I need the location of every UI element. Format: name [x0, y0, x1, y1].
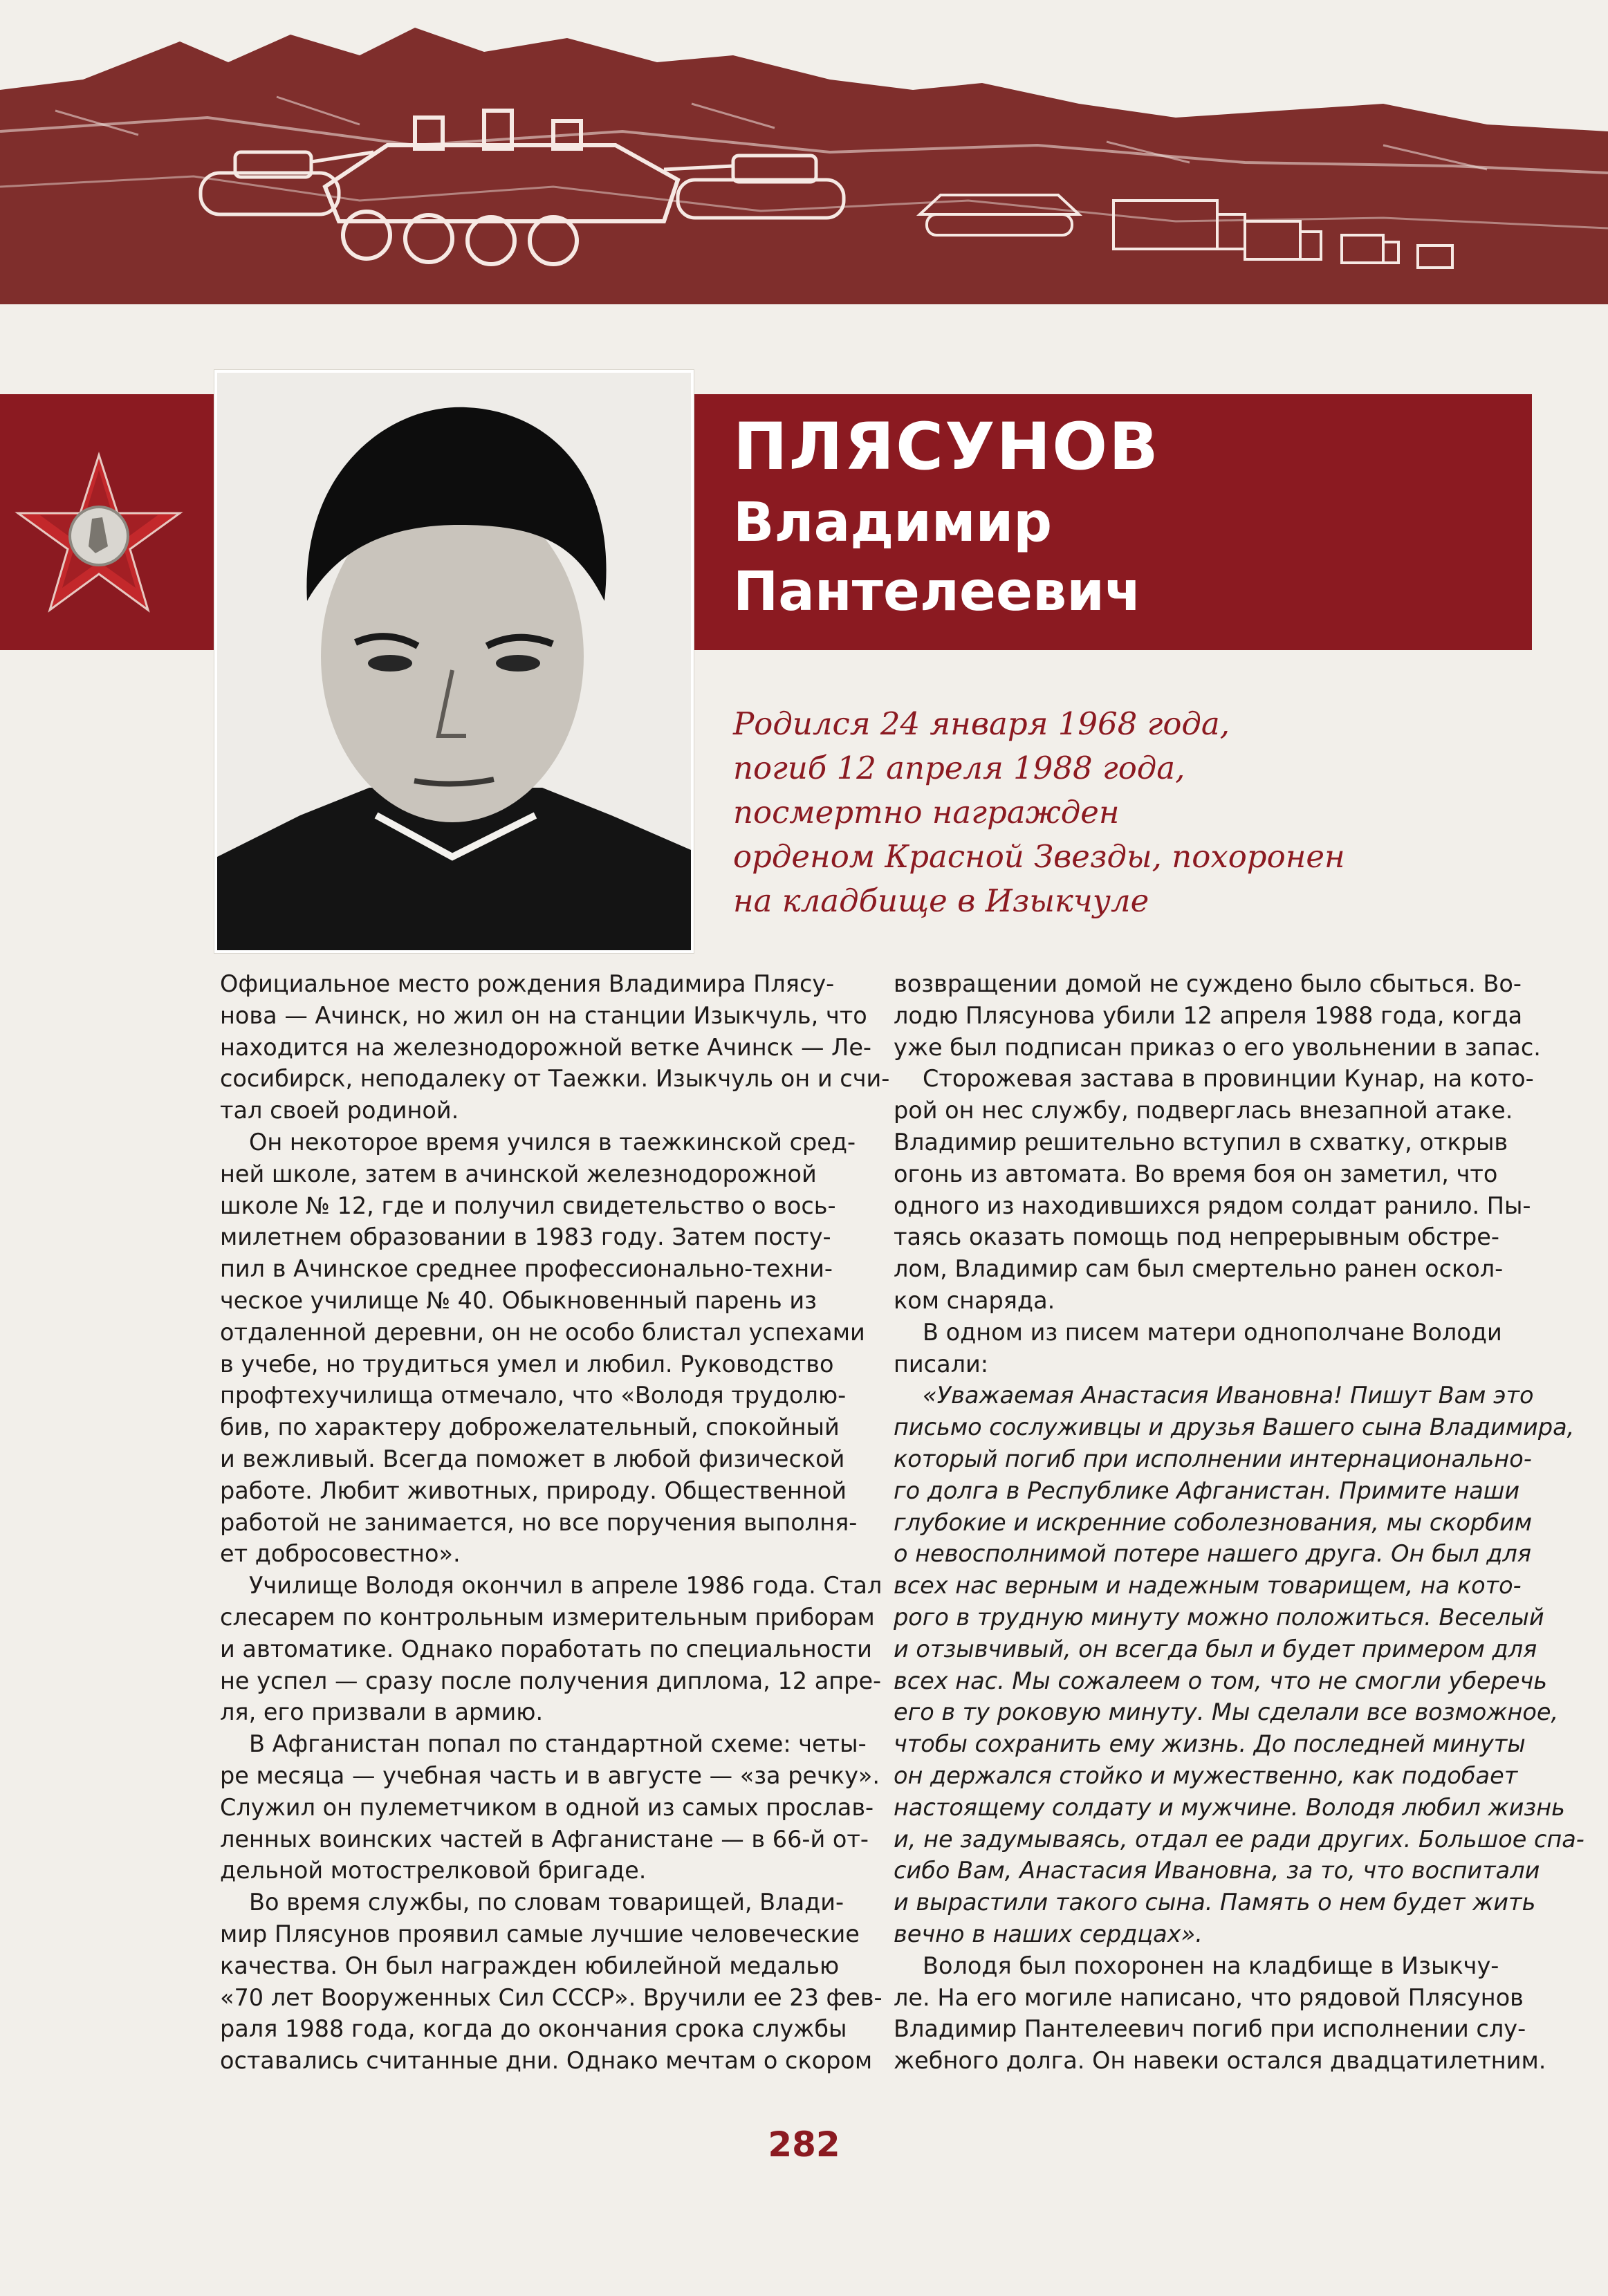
- text-line: тал своей родиной.: [220, 1097, 459, 1124]
- text-line: ля, его призвали в армию.: [220, 1698, 544, 1726]
- portrait-photo: [214, 370, 694, 953]
- text-line: мир Плясунов проявил самые лучшие человеческие: [220, 1920, 860, 1947]
- first-name: Владимир: [733, 492, 1053, 554]
- text-line: одного из находившихся рядом солдат ранило. Пы-: [894, 1192, 1531, 1219]
- text-line: Он некоторое время учился в таежкинской сред-: [249, 1128, 856, 1156]
- mountain-convoy-illustration: [0, 14, 1608, 304]
- letter-line: и вырастили такого сына. Память о нем будет жить: [894, 1889, 1536, 1916]
- bio-line: Родился 24 января 1968 года,: [733, 705, 1230, 742]
- text-line: школе № 12, где и получил свидетельство о вось-: [220, 1192, 836, 1219]
- text-line: ет добросовестно».: [220, 1540, 461, 1568]
- text-line: слесарем по контрольным измерительным приборам: [220, 1603, 875, 1631]
- text-line: Училище Володя окончил в апреле 1986 года. Стал: [249, 1572, 882, 1600]
- text-line: лом, Владимир сам был смертельно ранен оскол-: [894, 1255, 1504, 1283]
- text-line: огонь из автомата. Во время боя он заметил, что: [894, 1160, 1498, 1187]
- text-line: Владимир Пантелеевич погиб при исполнении слу-: [894, 2015, 1526, 2043]
- text-line: лодю Плясунова убили 12 апреля 1988 года, когда: [894, 1001, 1523, 1029]
- text-line: ре месяца — учебная часть и в августе — «за речку».: [220, 1761, 880, 1789]
- letter-line: всех нас верным и надежным товарищем, на кото-: [894, 1572, 1522, 1600]
- text-line: отдаленной деревни, он не особо блистал успехами: [220, 1318, 865, 1346]
- letter-line: и отзывчивый, он всегда был и будет примером для: [894, 1635, 1537, 1663]
- patronymic: Пантелеевич: [733, 561, 1142, 623]
- text-line: пил в Ачинское среднее профессионально-техни-: [220, 1255, 833, 1283]
- text-line: В одном из писем матери однополчане Володи: [923, 1318, 1502, 1346]
- letter-line: который погиб при исполнении интернационально-: [894, 1445, 1532, 1472]
- name-block: [733, 407, 1160, 627]
- text-line: находится на железнодорожной ветке Ачинск — Ле-: [220, 1033, 872, 1061]
- surname: ПЛЯСУНОВ: [733, 409, 1160, 485]
- letter-line: о невосполнимой потере нашего друга. Он был для: [894, 1540, 1531, 1568]
- text-line: писали:: [894, 1350, 989, 1378]
- text-line: милетнем образовании в 1983 году. Затем посту-: [220, 1223, 831, 1251]
- text-line: Служил он пулеметчиком в одной из самых прослав-: [220, 1793, 874, 1821]
- text-line: оставались считанные дни. Однако мечтам о скором: [220, 2047, 873, 2075]
- text-line: дельной мотострелковой бригаде.: [220, 1857, 647, 1885]
- text-line: таясь оказать помощь под непрерывным обстре-: [894, 1223, 1499, 1251]
- text-line: ле. На его могиле написано, что рядовой Плясунов: [894, 1983, 1524, 2011]
- bio-summary: [733, 702, 1494, 923]
- bio-line: посмертно награжден: [733, 794, 1120, 831]
- text-line: не успел — сразу после получения диплома, 12 апре-: [220, 1667, 882, 1694]
- text-line: раля 1988 года, когда до окончания срока службы: [220, 2015, 847, 2043]
- letter-line: рого в трудную минуту можно положиться. Веселый: [894, 1603, 1544, 1631]
- text-line: работе. Любит животных, природу. Общественной: [220, 1476, 847, 1504]
- text-line: Во время службы, по словам товарищей, Влади-: [249, 1889, 844, 1916]
- text-line: нова — Ачинск, но жил он на станции Изыкчуль, что: [220, 1001, 867, 1029]
- letter-line: вечно в наших сердцах».: [894, 1920, 1203, 1947]
- text-line: сосибирск, неподалеку от Таежки. Изыкчуль он и счи-: [220, 1065, 890, 1093]
- letter-line: настоящему солдату и мужчине. Володя любил жизнь: [894, 1793, 1565, 1821]
- text-line: Сторожевая застава в провинции Кунар, на кото-: [923, 1065, 1534, 1093]
- left-column: [220, 968, 890, 2077]
- text-line: ческое училище № 40. Обыкновенный парень из: [220, 1286, 817, 1314]
- text-line: Владимир решительно вступил в схватку, открыв: [894, 1128, 1508, 1156]
- text-line: Официальное место рождения Владимира Плясу-: [220, 970, 835, 997]
- letter-line: чтобы сохранить ему жизнь. До последней минуты: [894, 1730, 1526, 1758]
- text-line: «70 лет Вооруженных Сил СССР». Вручили ее 23 фев-: [220, 1983, 882, 2011]
- text-line: бив, по характеру доброжелательный, спокойный: [220, 1414, 840, 1441]
- letter-line: письмо сослуживцы и друзья Вашего сына Владимира,: [894, 1414, 1575, 1441]
- text-line: Володя был похоронен на кладбище в Изыкчу-: [923, 1952, 1499, 1979]
- letter-line: сибо Вам, Анастасия Ивановна, за то, что воспитали: [894, 1857, 1540, 1885]
- text-line: уже был подписан приказ о его увольнении в запас.: [894, 1033, 1541, 1061]
- right-column: [894, 968, 1584, 2077]
- letter-line: он держался стойко и мужественно, как подобает: [894, 1761, 1518, 1789]
- letter-line: всех нас. Мы сожалеем о том, что не смогли уберечь: [894, 1667, 1548, 1694]
- text-line: и вежливый. Всегда поможет в любой физической: [220, 1445, 845, 1472]
- text-line: ленных воинских частей в Афганистане — в 66-й от-: [220, 1825, 869, 1853]
- bio-line: орденом Красной Звезды, похоронен: [733, 838, 1345, 875]
- letter-line: го долга в Республике Афганистан. Примите наши: [894, 1476, 1520, 1504]
- text-line: качества. Он был награжден юбилейной медалью: [220, 1952, 840, 1979]
- letter-line: глубокие и искренние соболезнования, мы скорбим: [894, 1508, 1533, 1536]
- red-star-order-icon: [12, 450, 185, 622]
- text-line: ком снаряда.: [894, 1286, 1055, 1314]
- letter-line: его в ту роковую минуту. Мы сделали все возможное,: [894, 1698, 1559, 1726]
- text-line: и автоматике. Однако поработать по специальности: [220, 1635, 872, 1663]
- letter-line: и, не задумываясь, отдал ее ради других. Большое спа-: [894, 1825, 1584, 1853]
- bio-line: на кладбище в Изыкчуле: [733, 882, 1149, 919]
- text-line: жебного долга. Он навеки остался двадцатилетним.: [894, 2047, 1546, 2075]
- text-line: профтехучилища отмечало, что «Володя трудолю-: [220, 1382, 847, 1409]
- header-illustration-band: [0, 14, 1608, 304]
- text-line: ней школе, затем в ачинской железнодорожной: [220, 1160, 817, 1187]
- text-line: возвращении домой не суждено было сбыться. Во-: [894, 970, 1522, 997]
- letter-line: «Уважаемая Анастасия Ивановна! Пишут Вам это: [923, 1382, 1534, 1409]
- text-line: работой не занимается, но все поручения выполня-: [220, 1508, 858, 1536]
- page-number: 282: [768, 2124, 840, 2165]
- text-line: в учебе, но трудиться умел и любил. Руководство: [220, 1350, 834, 1378]
- text-line: В Афганистан попал по стандартной схеме: четы-: [249, 1730, 867, 1758]
- bio-line: погиб 12 апреля 1988 года,: [733, 750, 1185, 786]
- text-line: рой он нес службу, подверглась внезапной атаке.: [894, 1097, 1513, 1124]
